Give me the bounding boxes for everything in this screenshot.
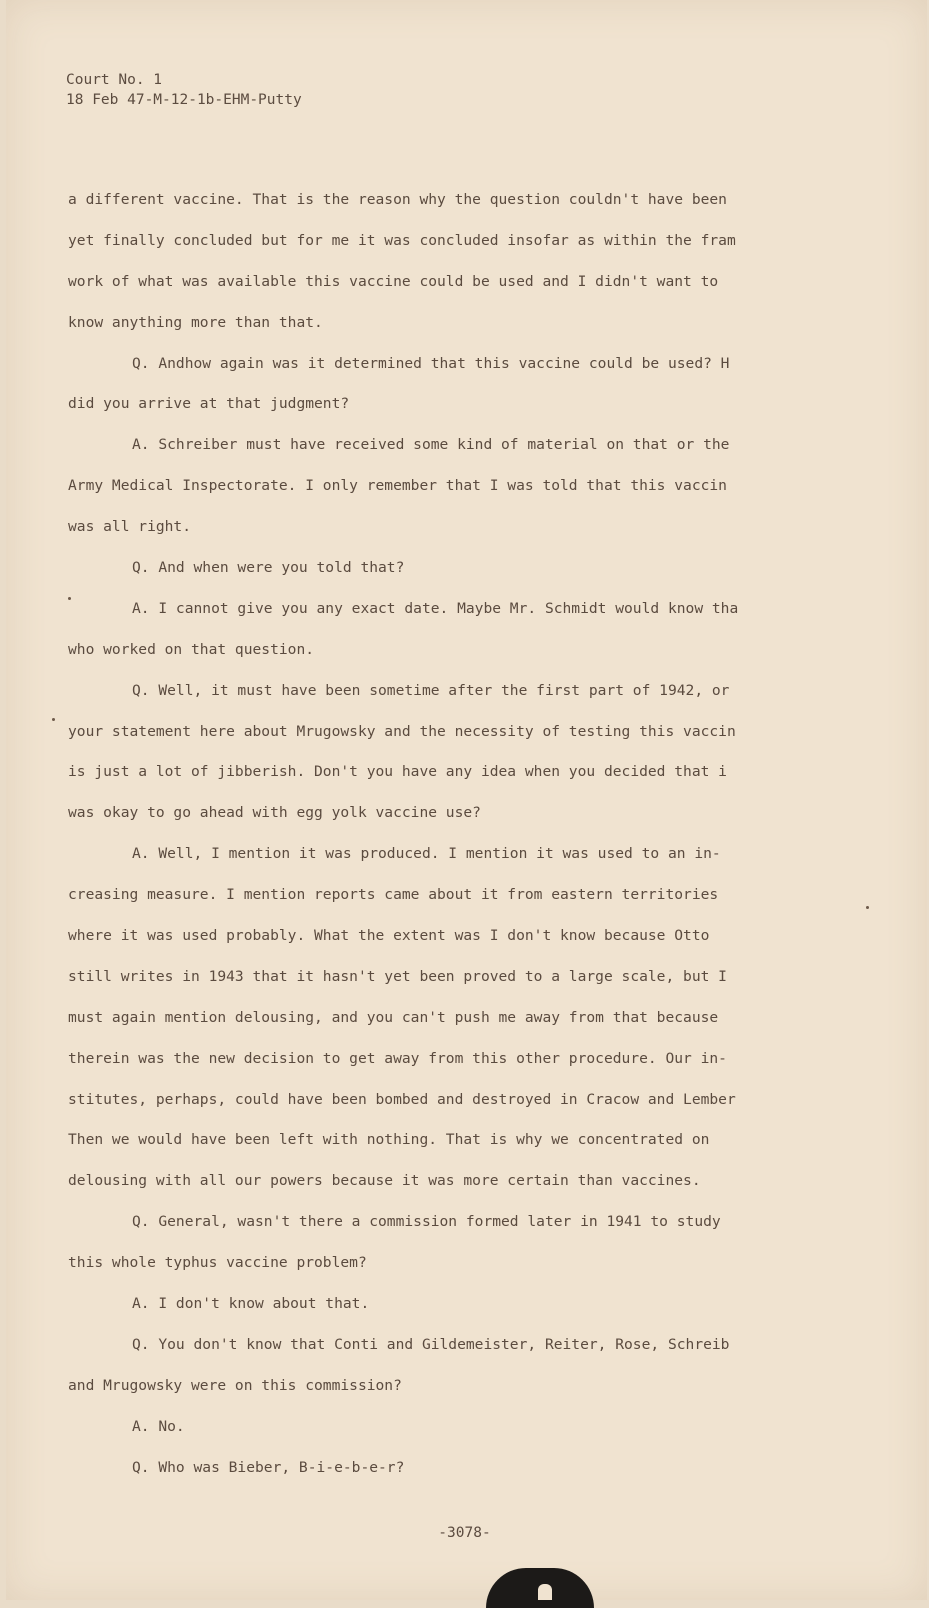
transcript-line: a different vaccine. That is the reason why the question couldn't have been xyxy=(68,191,727,208)
transcript-line: A. Schreiber must have received some kind of material on that or the xyxy=(132,436,730,454)
transcript-line: A. I cannot give you any exact date. Maybe Mr. Schmidt would know tha xyxy=(132,599,739,617)
transcript-line: your statement here about Mrugowsky and the necessity of testing this vaccin xyxy=(68,722,736,740)
transcript-line: creasing measure. I mention reports came about it from eastern territories xyxy=(68,886,719,904)
transcript-line: A. I don't know about that. xyxy=(132,1295,370,1313)
date-reference: 18 Feb 47-M-12-1b-EHM-Putty xyxy=(66,92,302,108)
transcript-line: Q. General, wasn't there a commission formed later in 1941 to study xyxy=(132,1213,721,1231)
transcript-line: must again mention delousing, and you can't push me away from that because xyxy=(68,1008,719,1026)
transcript-line: A. Well, I mention it was produced. I mention it was used to an in- xyxy=(132,845,721,863)
transcript-body xyxy=(68,180,858,1489)
transcript-line: this whole typhus vaccine problem? xyxy=(68,1254,367,1272)
transcript-line: is just a lot of jibberish. Don't you have any idea when you decided that i xyxy=(68,763,727,781)
transcript-line: Army Medical Inspectorate. I only remember that I was told that this vaccin xyxy=(68,477,727,495)
court-label: Court No. 1 xyxy=(66,72,163,88)
transcript-line: Then we would have been left with nothing. That is why we concentrated on xyxy=(68,1131,710,1149)
transcript-line: did you arrive at that judgment? xyxy=(68,395,350,413)
transcript-line: stitutes, perhaps, could have been bombed and destroyed in Cracow and Lember xyxy=(68,1090,736,1108)
transcript-line: yet finally concluded but for me it was concluded insofar as within the fram xyxy=(68,231,736,249)
transcript-line: who worked on that question. xyxy=(68,640,315,658)
transcript-line: was all right. xyxy=(68,518,192,536)
transcript-line: where it was used probably. What the extent was I don't know because Otto xyxy=(68,927,710,945)
transcript-line: Q. And when were you told that? xyxy=(132,559,405,577)
transcript-line: Q. Well, it must have been sometime after the first part of 1942, or xyxy=(132,681,730,699)
transcript-line: was okay to go ahead with egg yolk vaccine use? xyxy=(68,804,481,822)
transcript-line: A. No. xyxy=(132,1417,185,1435)
transcript-line: know anything more than that. xyxy=(68,313,323,331)
paper-speck xyxy=(866,906,869,909)
page-number: -3078- xyxy=(438,1525,491,1541)
transcript-line: Q. You don't know that Conti and Gildemeister, Reiter, Rose, Schreib xyxy=(132,1335,730,1353)
binder-clip-notch xyxy=(538,1584,552,1600)
transcript-line: therein was the new decision to get away from this other procedure. Our in- xyxy=(68,1049,727,1067)
transcript-line: delousing with all our powers because it was more certain than vaccines. xyxy=(68,1172,701,1190)
paper-speck xyxy=(68,597,71,600)
transcript-line: work of what was available this vaccine could be used and I didn't want to xyxy=(68,272,719,290)
transcript-line: still writes in 1943 that it hasn't yet been proved to a large scale, but I xyxy=(68,967,727,985)
transcript-line: and Mrugowsky were on this commission? xyxy=(68,1376,402,1394)
transcript-line: Q. Andhow again was it determined that this vaccine could be used? H xyxy=(132,354,730,372)
paper-speck xyxy=(52,718,55,721)
transcript-line: Q. Who was Bieber, B-i-e-b-e-r? xyxy=(132,1458,405,1476)
document-page xyxy=(6,0,927,1600)
document-header xyxy=(66,70,302,110)
